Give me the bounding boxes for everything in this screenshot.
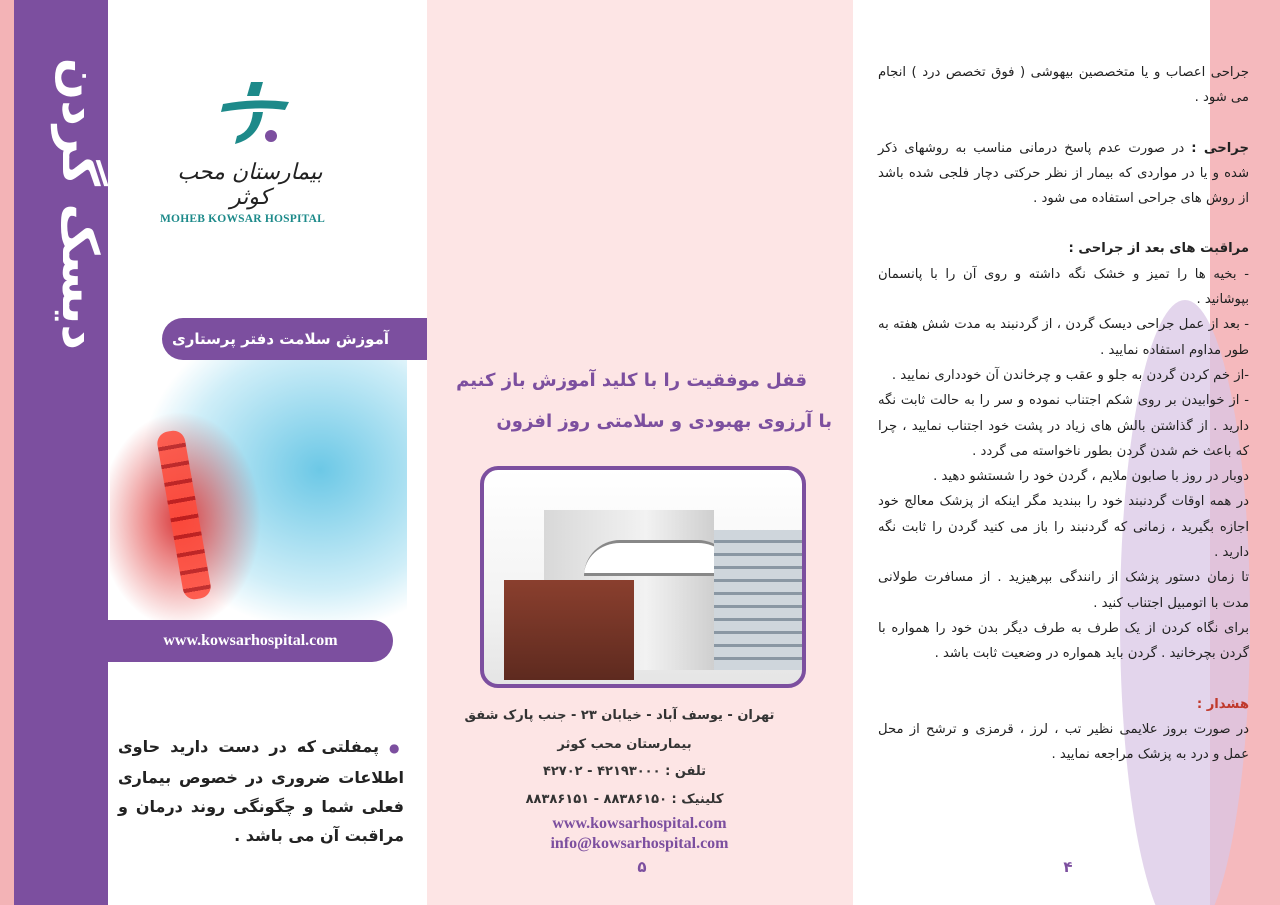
phone-numbers: تلفن : ۴۲۱۹۳۰۰۰ - ۴۲۷۰۲ [542,764,707,779]
inside-text [878,60,1249,767]
back-email-link[interactable]: info@kowsarhospital.com [550,835,729,852]
back-panel [427,0,853,905]
inside-panel [853,0,1280,905]
hospital-name-fa: بیمارستان محب کوثر [177,160,323,210]
slogan-line-1: قفل موفقیت را با کلید آموزش باز کنیم [456,370,807,391]
care-item: در همه اوقات گردنبند خود را ببندید مگر اینکه از پزشک معالج خود اجازه بگیرید ، زمانی که گردنبند را باز می کنید گردن را ثابت نگه دارید . [878,494,1249,561]
page-number-5: ۵ [637,858,647,876]
clinic-numbers: کلینیک : ۸۸۳۸۶۱۵۰ - ۸۸۳۸۶۱۵۱ [525,792,724,807]
care-item: -از خم کردن گردن به جلو و عقب و چرخاندن آن خودداری نمایید . [891,367,1249,383]
intro-paragraph: جراحی اعصاب و یا متخصصین بیهوشی ( فوق تخصص درد ) انجام می شود . [878,65,1249,106]
surgery-heading: جراحی : [1191,140,1249,156]
hospital-name: بیمارستان محب کوثر [557,737,692,752]
care-item: برای نگاه کردن از یک طرف به طرف دیگر بدن خود را همواره با گردن بچرخانید . گردن باید همواره در وضعیت ثابت باشد . [878,620,1249,662]
hospital-logo-icon [215,78,295,148]
surgery-paragraph [878,136,1249,212]
building-curve [584,540,734,576]
care-item: دوبار در روز با صابون ملایم ، گردن خود را شستشو دهید . [933,469,1249,485]
neck-xray-image [110,360,407,622]
cover-panel [0,0,427,905]
warning-heading: هشدار : [1196,696,1249,712]
bullet-icon: ● [389,741,404,755]
care-heading: مراقبت های بعد از جراحی : [1068,241,1249,257]
cover-website[interactable]: www.kowsarhospital.com [108,620,393,662]
back-website-link[interactable]: www.kowsarhospital.com [552,815,727,832]
cover-description-text: پمفلتی که در دست دارید حاوی اطلاعات ضروری در خصوص بیماری فعلی شما و چگونگی روند درمان و مراقبت آن می باشد . [118,737,404,845]
hospital-name-en: MOHEB KOWSAR HOSPITAL [160,213,326,225]
care-item: - بعد از عمل جراحی دیسک گردن ، از گردنبند به مدت شش هفته به طور مداوم استفاده نمایید . [878,317,1249,358]
cervical-spine-graphic [155,429,212,601]
tagline-banner: آموزش سلامت دفتر پرستاری [162,318,427,360]
care-item: - از خوابیدن بر روی شکم اجتناب نموده و سر را به حالت ثابت نگه دارید . از گذاشتن بالش های زیاد در پشت خود اجتناب نمایید ، چرا که باعث خم شدن گردن بطور ناخواسته می گردد . [878,393,1249,459]
care-item: - بخیه ها را تمیز و خشک نگه داشته و روی آن را با پانسمان بپوشانید . [878,266,1249,308]
hospital-building-photo [480,466,806,688]
address: تهران - یوسف آباد - خیابان ۲۳ - جنب پارک شفق [464,708,775,723]
care-item: تا زمان دستور پزشک از رانندگی بپرهیزید . از مسافرت طولانی مدت با اتومبیل اجتناب کنید . [878,570,1249,611]
cover-description [118,732,404,850]
surgery-text: در صورت عدم پاسخ درمانی مناسب به روشهای ذکر شده و یا در مواردی که بیمار از نظر حرکتی دچار فلجی شده باشد از روش های جراحی استفاده می شود . [878,140,1249,207]
slogan-line-2: با آرزوی بهبودی و سلامتی روز افزون [496,411,832,432]
warning-text: در صورت بروز علایمی نظیر تب ، لرز ، قرمزی و ترشح از محل عمل و درد به پزشک مراجعه نمایید . [878,721,1249,763]
page-number-4: ۴ [1063,858,1073,876]
building-windows [714,530,804,670]
cover-title: دیسک گردن [51,57,109,350]
building-entrance [504,580,634,680]
